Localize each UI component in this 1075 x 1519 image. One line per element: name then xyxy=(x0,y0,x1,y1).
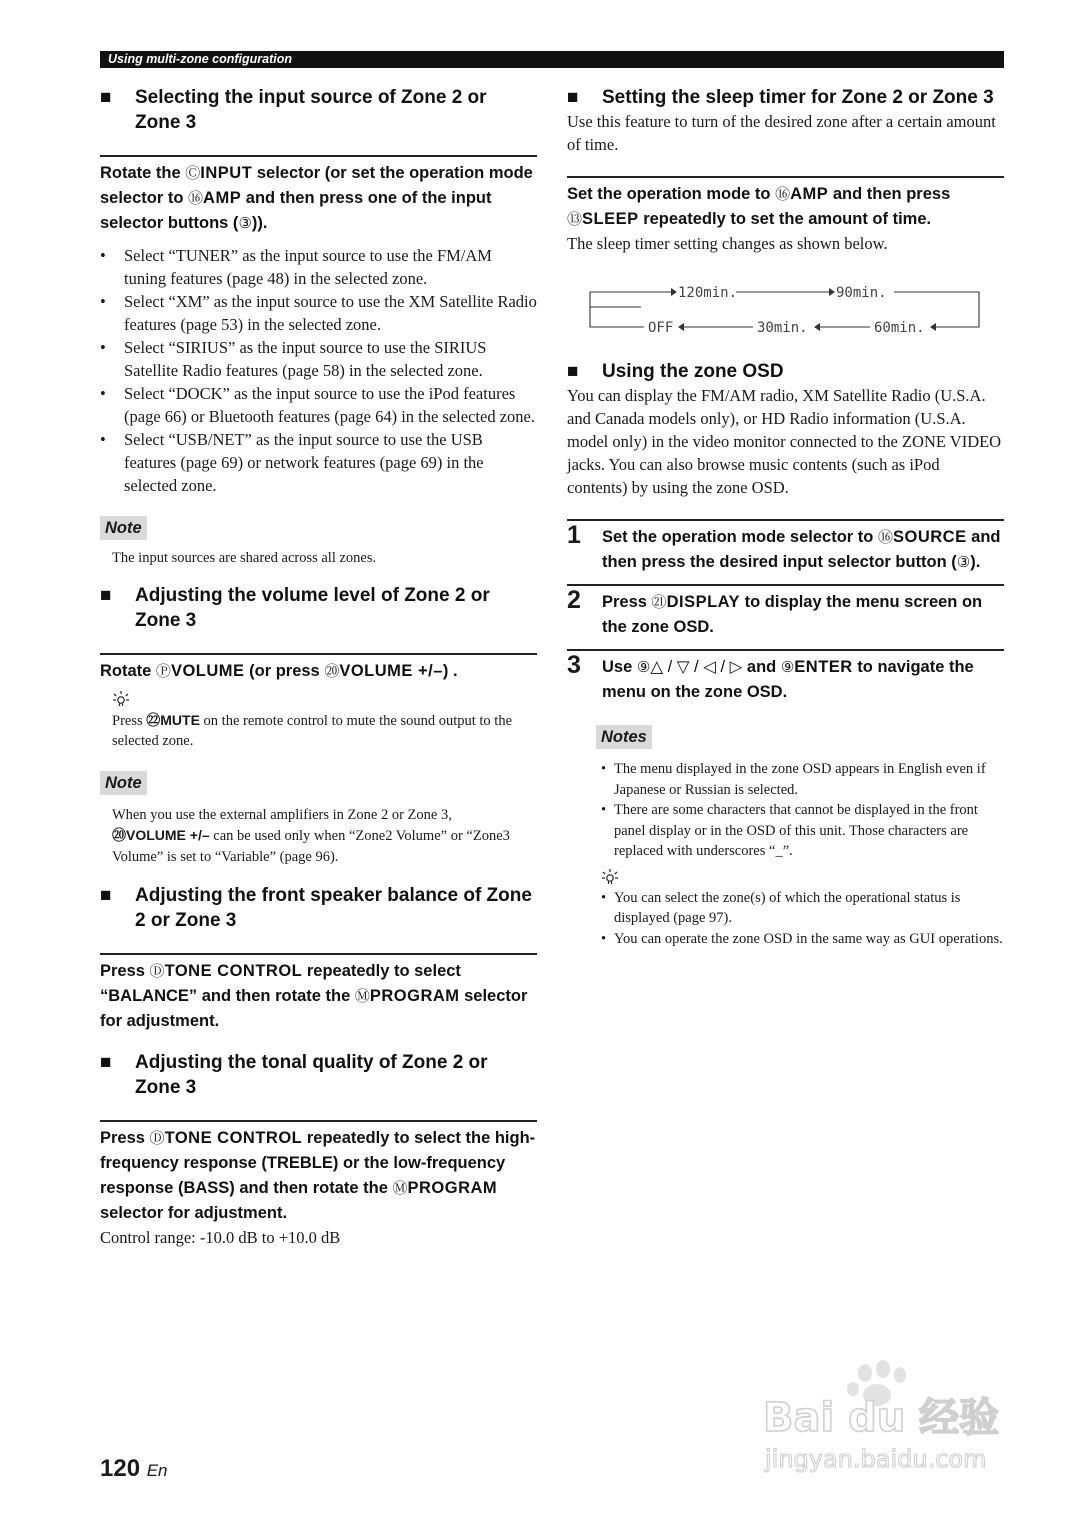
step-3: 3 Use ⑨△ / ▽ / ◁ / ▷ and ⑨ENTER to navigate the menu on the zone OSD. xyxy=(567,651,974,701)
hint-icon xyxy=(567,868,1004,888)
section-heading-tonal: ■ Adjusting the tonal quality of Zone 2 or Zone 3 xyxy=(100,1052,488,1098)
note-text: The input sources are shared across all zones. xyxy=(112,550,377,566)
section-rule xyxy=(100,953,537,955)
list-item: • You can operate the zone OSD in the same way as GUI operations. xyxy=(601,930,1003,947)
control-range: Control range: -10.0 dB to +10.0 dB xyxy=(100,1228,341,1247)
section-heading-input-source: ■ Selecting the input source of Zone 2 or Zone 3 xyxy=(100,87,487,133)
left-column xyxy=(100,80,537,1249)
hint-text: Press ㉒MUTE on the remote control to mute the sound output to the selected zone. xyxy=(112,711,513,749)
list-item: • Select “XM” as the input source to use the XM Satellite Radio features (page 53) in the selected zone. xyxy=(100,292,537,334)
square-bullet-icon: ■ xyxy=(100,584,112,606)
sleep-after: The sleep timer setting changes as shown below. xyxy=(567,234,888,253)
section-rule xyxy=(100,1120,537,1122)
section-rule xyxy=(100,155,537,157)
sleep-30: 30min. xyxy=(757,320,808,335)
instruction-sleep: Set the operation mode to ⑯AMP and then press ⑬SLEEP repeatedly to set the amount of time. xyxy=(567,185,951,228)
sleep-60: 60min. xyxy=(874,320,925,335)
sleep-intro: Use this feature to turn of the desired zone after a certain amount of time. xyxy=(567,112,996,154)
section-heading-volume: ■ Adjusting the volume level of Zone 2 or Zone 3 xyxy=(100,584,490,631)
sleep-timer-diagram xyxy=(567,265,1004,335)
sleep-120: 120min. xyxy=(678,285,738,301)
list-item: • The menu displayed in the zone OSD appears in English even if Japanese or Russian is selected. xyxy=(601,761,986,798)
note-text: When you use the external amplifiers in Zone 2 or Zone 3, ⑳VOLUME +/– can be used only when “Zone2 Volume” or “Zone3 Volume” is set to “Variable” (page 96). xyxy=(112,806,510,865)
instruction-tonal: Press ⒹTONE CONTROL repeatedly to select the high-frequency response (TREBLE) or the low-frequency response (BASS) and then rotate the ⓂPROGRAM selector for adjustment. xyxy=(100,1129,536,1222)
section-heading-sleep-timer: ■ Setting the sleep timer for Zone 2 or Zone 3 xyxy=(567,87,994,108)
zone-osd-intro: You can display the FM/AM radio, XM Satellite Radio (U.S.A. and Canada models only), or HD Radio information (U.S.A. model only) in the video monitor connected to the ZONE VIDEO jacks. You can also browse music contents (such as iPod contents) by using the zone OSD. xyxy=(567,386,1002,497)
list-item: • Select “USB/NET” as the input source to use the USB features (page 69) or network features (page 69) in the selected zone. xyxy=(100,430,484,495)
square-bullet-icon: ■ xyxy=(100,87,112,108)
step-rule xyxy=(567,649,1004,651)
square-bullet-icon: ■ xyxy=(100,885,112,906)
instruction-balance: Press ⒹTONE CONTROL repeatedly to select “BALANCE” and then rotate the ⓂPROGRAM selector for adjustment. xyxy=(100,962,528,1030)
sleep-90: 90min. xyxy=(836,285,887,301)
sleep-off: OFF xyxy=(648,320,674,335)
direction-arrows-icon: △ / ▽ / ◁ / ▷ xyxy=(650,658,743,676)
instruction-input-source: Rotate the ⒸINPUT selector (or set the operation mode selector to ⑯AMP and then press one of the input selector buttons (③)). xyxy=(100,164,533,232)
section-rule xyxy=(100,653,537,655)
watermark-brand: Bai du 经验 xyxy=(763,1395,1000,1441)
watermark-url: jingyan.baidu.com xyxy=(765,1445,987,1473)
page-number: 120 En xyxy=(100,1455,168,1482)
step-rule xyxy=(567,519,1004,521)
baidu-watermark xyxy=(755,1355,1015,1485)
list-item: • Select “SIRIUS” as the input source to use the SIRIUS Satellite Radio features (page 58) in the selected zone. xyxy=(100,338,487,380)
header-bar: Using multi-zone configuration xyxy=(100,51,1004,68)
step-number: 3 xyxy=(567,651,581,679)
section-heading-balance: ■ Adjusting the front speaker balance of Zone 2 or Zone 3 xyxy=(100,885,532,931)
instruction-volume: Rotate ⓅVOLUME (or press ⑳VOLUME +/–) . xyxy=(100,661,458,680)
section-heading-zone-osd: ■ Using the zone OSD xyxy=(567,361,784,382)
hints-list xyxy=(567,888,1004,950)
list-item: • There are some characters that cannot be displayed in the front panel display or in the OSD of this unit. Those characters are replaced with underscores “_”. xyxy=(601,802,978,859)
input-source-list xyxy=(100,244,537,497)
list-item: • You can select the zone(s) of which the operational status is displayed (page 97). xyxy=(601,889,961,926)
square-bullet-icon: ■ xyxy=(100,1052,112,1073)
list-item: • Select “TUNER” as the input source to use the FM/AM tuning features (page 48) in the selected zone. xyxy=(100,246,492,288)
note-label: Note xyxy=(100,516,147,540)
square-bullet-icon: ■ xyxy=(567,87,579,108)
notes-label: Notes xyxy=(596,725,652,749)
note-label: Note xyxy=(100,771,147,795)
step-2: 2 Press ㉑DISPLAY to display the menu screen on the zone OSD. xyxy=(567,586,983,636)
notes-list xyxy=(567,759,1004,862)
hint-icon xyxy=(100,690,537,710)
step-rule xyxy=(567,584,1004,586)
list-item: • Select “DOCK” as the input source to use the iPod features (page 66) or Bluetooth features (page 64) in the selected zone. xyxy=(100,384,535,426)
step-number: 1 xyxy=(567,521,581,549)
section-rule xyxy=(567,176,1004,178)
step-number: 2 xyxy=(567,586,581,614)
square-bullet-icon: ■ xyxy=(567,361,579,382)
step-1: 1 Set the operation mode selector to ⑯SOURCE and then press the desired input selector button (③). xyxy=(567,521,1001,571)
right-column xyxy=(567,80,1004,949)
